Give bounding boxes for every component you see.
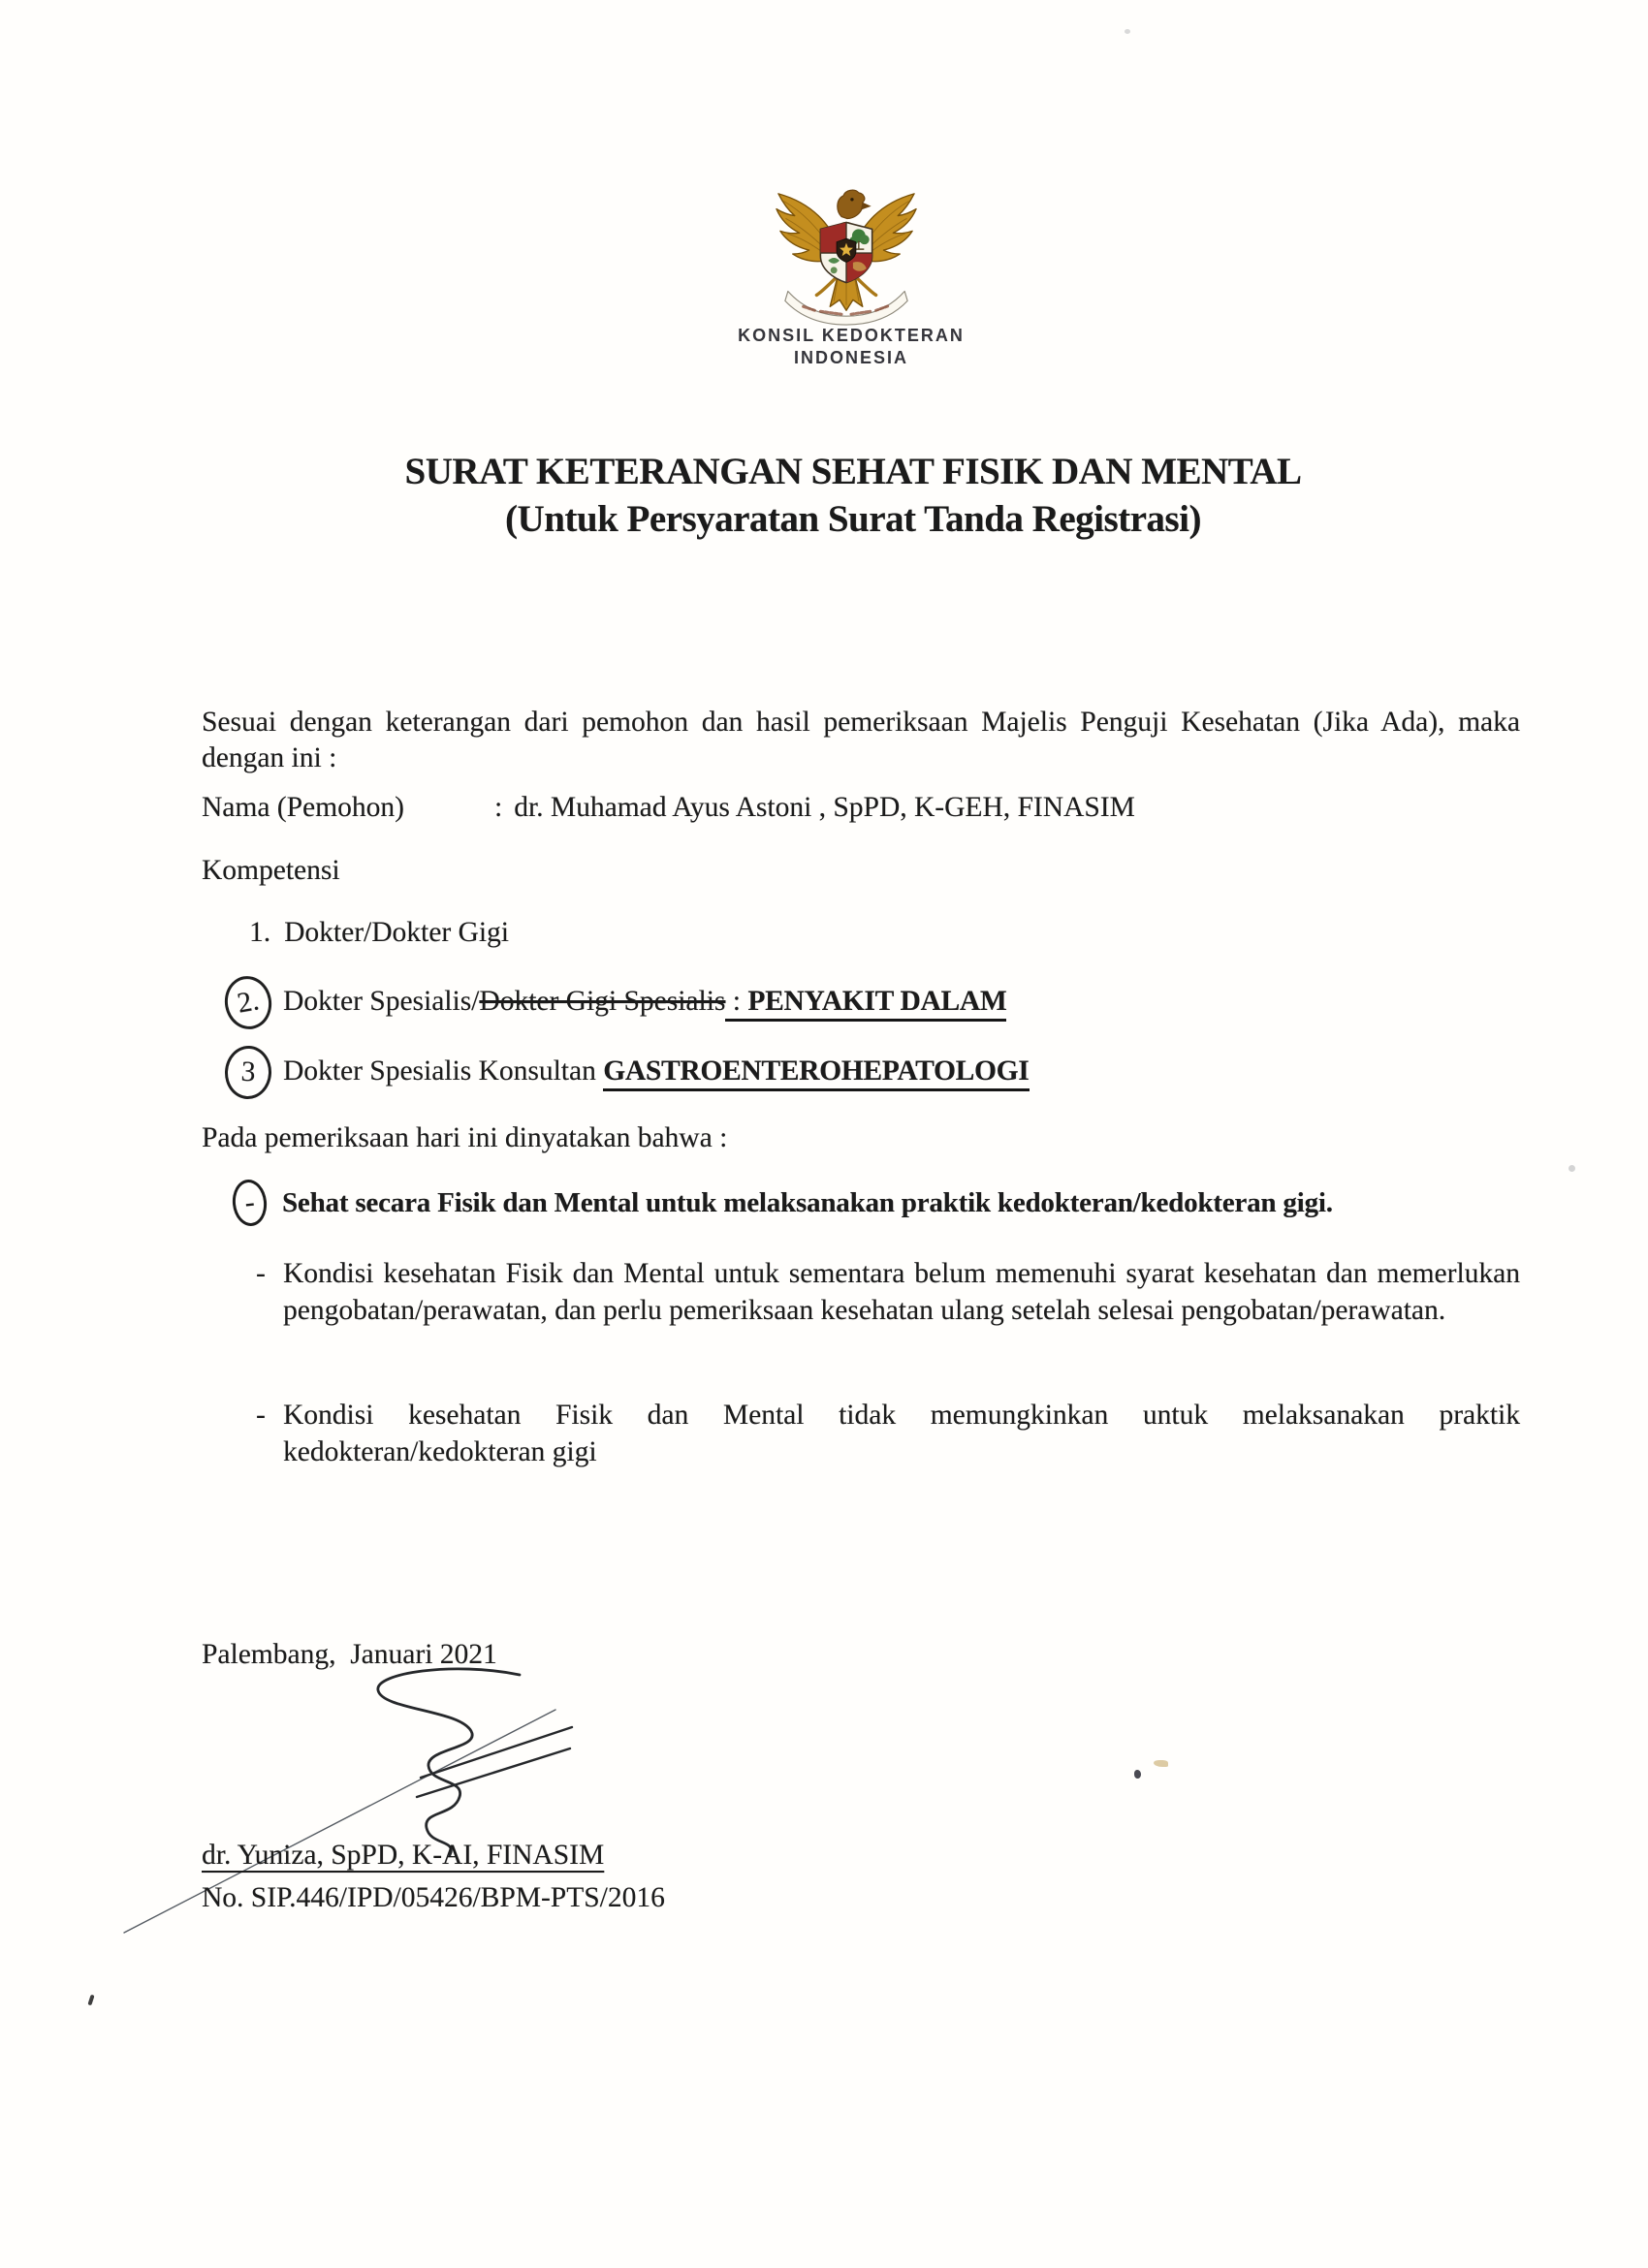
item-prefix: Dokter Spesialis Konsultan: [283, 1055, 604, 1087]
filled-value: [603, 1055, 1029, 1091]
applicant-colon: :: [494, 792, 503, 823]
garuda-pancasila-emblem: [774, 184, 919, 328]
applicant-label: Nama (Pemohon): [202, 792, 404, 823]
item-number: 1.: [249, 917, 271, 948]
option-text: Kondisi kesehatan Fisik dan Mental tidak memungkinkan untuk melaksanakan praktik kedokteran/kedokteran gigi: [283, 1400, 1520, 1467]
scan-speck: [1154, 1760, 1168, 1767]
item-text: [283, 984, 1006, 1021]
org-name-line1: KONSIL KEDOKTERAN: [738, 326, 965, 345]
item-text: Dokter/Dokter Gigi: [284, 917, 509, 948]
dash-bullet: -: [256, 1258, 266, 1289]
letter-title-line1: SURAT KETERANGAN SEHAT FISIK DAN MENTAL: [404, 451, 1302, 492]
specialty-value: PENYAKIT DALAM: [747, 986, 1007, 1018]
letter-title-line2: (Untuk Persyaratan Surat Tanda Registrasi): [505, 498, 1201, 540]
handdrawn-circle-number-3: 3: [224, 1044, 273, 1099]
scan-speck: [87, 1995, 94, 2006]
handdrawn-circled-dash: -: [231, 1178, 269, 1227]
filled-value: [725, 986, 1006, 1022]
license-number: No. SIP.446/IPD/05426/BPM-PTS/2016: [202, 1882, 665, 1913]
statement-option-healthy: [233, 1177, 1333, 1229]
kompetensi-item-2: [225, 973, 1006, 1031]
statement-option-unfit: [254, 1398, 1520, 1470]
applicant-row: [202, 790, 1135, 827]
option-text: Kondisi kesehatan Fisik dan Mental untuk sementara belum memenuhi syarat kesehatan dan memerlukan pengobatan/perawatan, dan perlu pemeriksaan kesehatan ulang setelah selesai pengobatan/perawatan.: [283, 1258, 1520, 1326]
place-date: Palembang, Januari 2021: [202, 1639, 497, 1670]
struck-text: Dokter Gigi Spesialis: [479, 986, 726, 1018]
kompetensi-item-3: [225, 1043, 1030, 1101]
scan-speck: [1569, 1165, 1575, 1172]
item-text: [283, 1054, 1030, 1090]
scan-speck: [1125, 29, 1130, 34]
signer-name: dr. Yuniza, SpPD, K-AI, FINASIM: [202, 1840, 605, 1871]
kompetensi-heading: Kompetensi: [202, 855, 340, 886]
separator: :: [725, 986, 748, 1018]
item-prefix: Dokter Spesialis/: [283, 986, 480, 1018]
handdrawn-circle-number-2: 2.: [221, 972, 276, 1032]
scan-speck: [1134, 1770, 1141, 1779]
intro-paragraph: Sesuai dengan keterangan dari pemohon dan hasil pemeriksaan Majelis Penguji Kesehatan (Jika Ada), maka dengan ini :: [202, 706, 1520, 773]
applicant-name-value: dr. Muhamad Ayus Astoni , SpPD, K-GEH, FINASIM: [514, 792, 1135, 823]
statement-lead: Pada pemeriksaan hari ini dinyatakan bahwa :: [202, 1122, 728, 1153]
dash-bullet: -: [256, 1400, 266, 1431]
statement-option-temporary: [254, 1256, 1520, 1329]
org-name-line2: INDONESIA: [793, 348, 908, 367]
option-text-bold: Sehat secara Fisik dan Mental untuk melaksanakan praktik kedokteran/kedokteran gigi.: [282, 1186, 1333, 1218]
consultant-value: GASTROENTEROHEPATOLOGI: [603, 1055, 1030, 1087]
kompetensi-item-1: [249, 915, 509, 952]
